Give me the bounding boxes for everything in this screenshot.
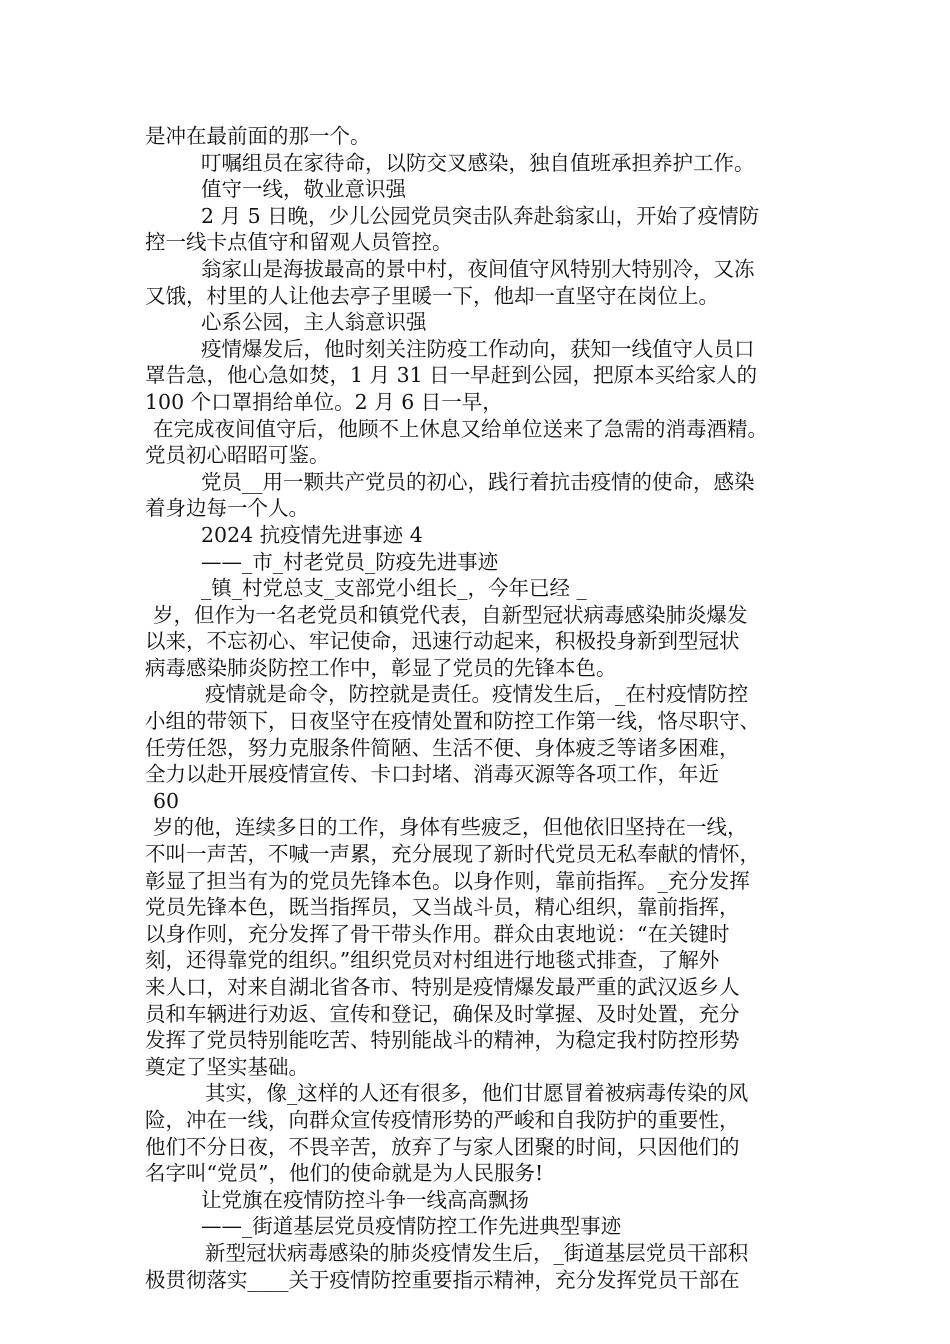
document-body (145, 123, 835, 1293)
text-line: 他们不分日夜，不畏辛苦，放弃了与家人团聚的时间，只因他们的 (145, 1134, 740, 1159)
text-line: 2 月 5 日晚，少儿公园党员突击队奔赴翁家山，开始了疫情防 (201, 203, 760, 228)
section-title: 让党旗在疫情防控斗争一线高高飘扬 (201, 1187, 529, 1212)
text-line: 员和车辆进行劝返、宣传和登记，确保及时掌握、及时处置，充分 (145, 1001, 740, 1026)
text-line: 100 个口罩捐给单位。2 月 6 日一早， (145, 389, 503, 414)
text-line: 又饿，村里的人让他去亭子里暖一下，他却一直坚守在岗位上。 (145, 283, 719, 308)
text-line: 岁的他，连续多日的工作，身体有些疲乏，但他依旧坚持在一线， (153, 815, 748, 840)
text-line: 其实，像_这样的人还有很多，他们甘愿冒着被病毒传染的风 (205, 1081, 749, 1106)
text-line: 疫情就是命令，防控就是责任。疫情发生后，_在村疫情防控 (205, 682, 749, 707)
text-line: 不叫一声苦，不喊一声累，充分展现了新时代党员无私奉献的情怀， (145, 842, 760, 867)
text-line: 以身作则，充分发挥了骨干带头作用。群众由衷地说：“在关键时 (145, 921, 730, 946)
text-line: 新型冠状病毒感染的肺炎疫情发生后，_街道基层党员干部积 (205, 1240, 749, 1265)
text-line: 任劳任怨，努力克服条件简陋、生活不便、身体疲乏等诸多困难， (145, 735, 740, 760)
text-line: 刻，还得靠党的组织。”组织党员对村组进行地毯式排查，了解外 (145, 948, 720, 973)
section-heading: 心系公园，主人翁意识强 (201, 310, 427, 335)
text-line: 党员初心昭昭可鉴。 (145, 443, 330, 468)
text-line: 翁家山是海拔最高的景中村，夜间值守风特别大特别冷，又冻 (201, 256, 755, 281)
text-line: 小组的带领下，日夜坚守在疫情处置和防控工作第一线，恪尽职守、 (145, 709, 760, 734)
text-line: 罩告急，他心急如焚，1 月 31 日一早赶到公园，把原本买给家人的 (145, 363, 758, 388)
text-line: 险，冲在一线，向群众宣传疫情形势的严峻和自我防护的重要性， (145, 1107, 740, 1132)
text-line: 着身边每一个人。 (145, 496, 309, 521)
text-line: 彰显了担当有为的党员先锋本色。以身作则，靠前指挥。_充分发挥 (145, 868, 750, 893)
text-line: 是冲在最前面的那一个。 (145, 124, 371, 148)
text-line: 以来，不忘初心、牢记使命，迅速行动起来，积极投身新到型冠状 (145, 629, 740, 654)
text-line: 发挥了党员特别能吃苦、特别能战斗的精神，为稳定我村防控形势 (145, 1028, 740, 1053)
section-subtitle: ——_街道基层党员疫情防控工作先进典型事迹 (201, 1214, 622, 1239)
text-line: 极贯彻落实____关于疫情防控重要指示精神，充分发挥党员干部在 (145, 1267, 740, 1292)
section-title: 2024 抗疫情先进事迹 4 (201, 522, 423, 547)
text-line: 岁，但作为一名老党员和镇党代表，自新型冠状病毒感染肺炎爆发 (153, 602, 748, 627)
text-line: 名字叫“党员”，他们的使命就是为人民服务! (145, 1161, 544, 1186)
text-line: 全力以赴开展疫情宣传、卡口封堵、消毒灭源等各项工作，年近 (145, 762, 719, 787)
text-line: 奠定了坚实基础。 (145, 1054, 309, 1079)
text-line: 病毒感染肺炎防控工作中，彰显了党员的先锋本色。 (145, 655, 617, 680)
text-line: 疫情爆发后，他时刻关注防疫工作动向，获知一线值守人员口 (201, 336, 755, 361)
text-line: 叮嘱组员在家待命，以防交叉感染，独自值班承担养护工作。 (201, 150, 755, 175)
text-line: 党员__用一颗共产党员的初心，践行着抗击疫情的使命，感染 (201, 469, 755, 494)
text-line: 60 (153, 788, 180, 813)
text-line: 控一线卡点值守和留观人员管控。 (145, 230, 453, 255)
text-line: 来人口，对来自湖北省各市、特别是疫情爆发最严重的武汉返乡人 (145, 975, 740, 999)
section-subtitle: ——_市_村老党员_防疫先进事迹 (201, 549, 499, 574)
section-heading: 值守一线，敬业意识强 (201, 177, 406, 202)
text-line: 在完成夜间值守后，他顾不上休息又给单位送来了急需的消毒酒精。 (153, 416, 768, 441)
text-line: 党员先锋本色，既当指挥员，又当战斗员，精心组织，靠前指挥， (145, 895, 740, 920)
text-line: _镇_村党总支_支部党小组长_，今年已经 _ (201, 576, 587, 601)
